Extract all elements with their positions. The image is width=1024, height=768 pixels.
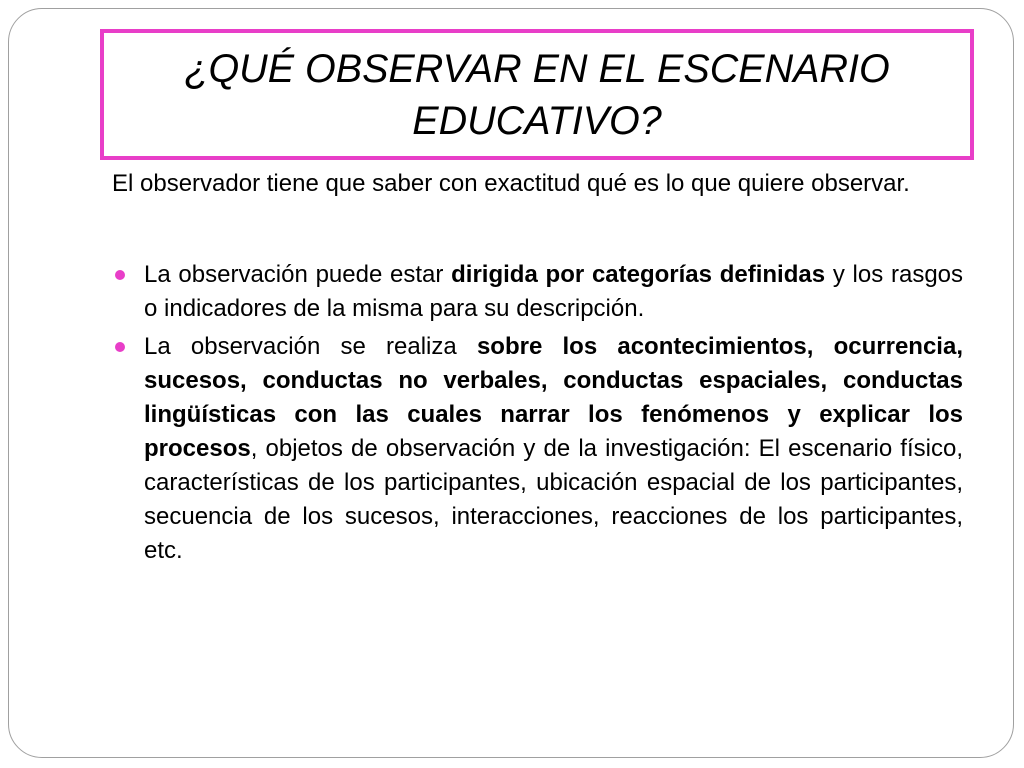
title-box [100,29,974,160]
bullet-text-before: La observación se realiza [144,333,477,360]
bullet-bold-text: dirigida por categorías definidas [451,261,826,288]
bullet-item [112,330,963,568]
bullet-text-after: , objetos de observación y de la investigación: El escenario físico, características de los participantes, ubicación espacial de los participantes, secuencia de los sucesos, interacciones, reacciones de los participantes, etc. [144,435,963,564]
intro-paragraph: El observador tiene que saber con exactitud qué es lo que quiere observar. [112,170,910,197]
slide-title: ¿QUÉ OBSERVAR EN EL ESCENARIO EDUCATIVO? [184,46,890,143]
slide-content [112,167,963,568]
bullet-dot-icon [115,270,125,280]
bullet-item [112,258,963,326]
bullet-bold-text: sobre los acontecimientos, ocurrencia, sucesos, conductas no verbales, conductas espaciales, conductas lingüísticas con las cuales narrar los fenómenos y explicar los procesos [144,333,963,462]
bullet-text-after: y los rasgos o indicadores de la misma para su descripción. [144,261,964,322]
bullet-text-before: La observación puede estar [144,261,452,288]
bullet-list [112,258,963,568]
bullet-dot-icon [115,342,125,352]
